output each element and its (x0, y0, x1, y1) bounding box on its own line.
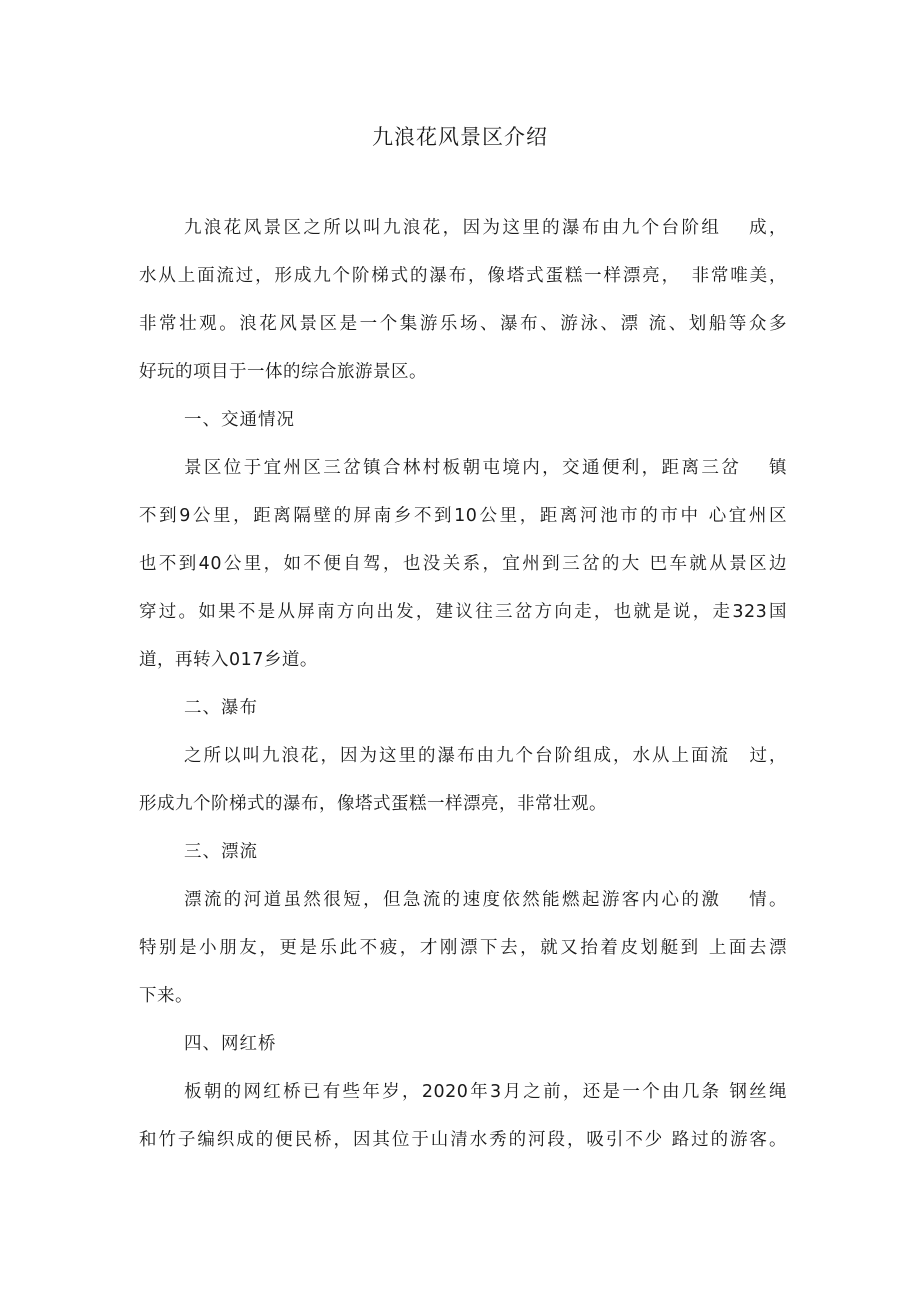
paragraph-line: 之所以叫九浪花，因为这里的瀑布由九个台阶组成，水从上面流 过， (184, 746, 787, 766)
section-heading-waterfall: 二、瀑布 (184, 698, 258, 718)
paragraph-line: 漂流的河道虽然很短，但急流的速度依然能燃起游客内心的激 情。 (184, 890, 787, 910)
paragraph-line: 好玩的项目于一体的综合旅游景区。 (139, 362, 427, 382)
document-body (139, 204, 787, 1164)
paragraph-line: 板朝的网红桥已有些年岁，2020年3月之前，还是一个由几条 钢丝绳 (184, 1082, 787, 1102)
section-heading-traffic: 一、交通情况 (184, 410, 295, 430)
section-heading-bridge: 四、网红桥 (184, 1034, 277, 1054)
paragraph-line: 九浪花风景区之所以叫九浪花，因为这里的瀑布由九个台阶组 成， (184, 218, 787, 238)
paragraph-line: 非常壮观。浪花风景区是一个集游乐场、瀑布、游泳、漂 流、划船等众多 (139, 314, 787, 334)
paragraph-line: 形成九个阶梯式的瀑布，像塔式蛋糕一样漂亮，非常壮观。 (139, 794, 607, 814)
paragraph-line: 和竹子编织成的便民桥，因其位于山清水秀的河段，吸引不少 路过的游客。 (139, 1130, 787, 1150)
section-heading-rafting: 三、漂流 (184, 842, 258, 862)
document-title: 九浪花风景区介绍 (372, 125, 548, 149)
paragraph-line: 也不到40公里，如不便自驾，也没关系，宜州到三岔的大 巴车就从景区边 (139, 554, 787, 574)
paragraph-line: 道，再转入017乡道。 (139, 650, 318, 670)
paragraph-line: 景区位于宜州区三岔镇合林村板朝屯境内，交通便利，距离三岔 镇 (184, 458, 787, 478)
paragraph-line: 穿过。如果不是从屏南方向出发，建议往三岔方向走，也就是说，走323国 (139, 602, 787, 622)
paragraph-line: 水从上面流过，形成九个阶梯式的瀑布，像塔式蛋糕一样漂亮， 非常唯美， (139, 266, 787, 286)
paragraph-line: 特别是小朋友，更是乐此不疲，才刚漂下去，就又抬着皮划艇到 上面去漂 (139, 938, 787, 958)
paragraph-line: 不到9公里，距离隔壁的屏南乡不到10公里，距离河池市的市中 心宜州区 (139, 506, 787, 526)
paragraph-line: 下来。 (139, 986, 193, 1006)
